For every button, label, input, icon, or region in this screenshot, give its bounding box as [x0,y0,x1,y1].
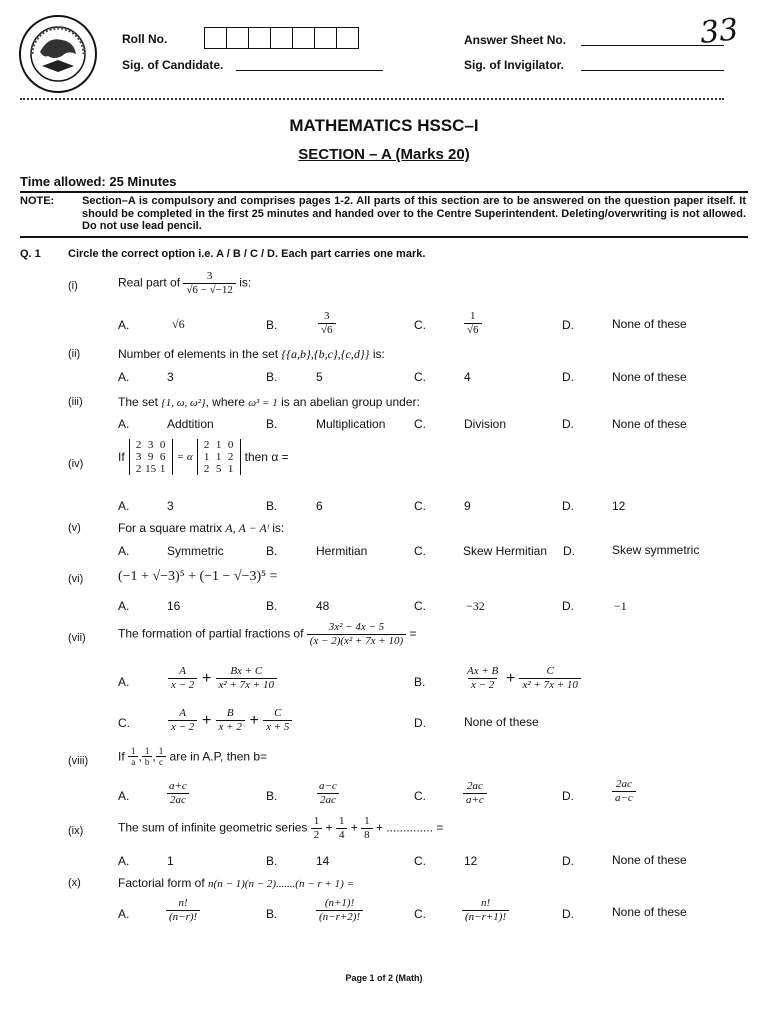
option-c[interactable]: $\frac{A}{x - 2}$ + $\frac{B}{x + 2}$ + $\frac{C}{x + 5}$ [168,708,292,733]
paper-title: MATHEMATICS HSSC–I [289,116,479,135]
answer-sheet-label: Answer Sheet No. [464,33,567,47]
option-b-letter: B. [266,854,278,868]
answer-sheet-number: 33 [698,12,740,51]
board-seal [18,14,98,94]
option-c[interactable]: −32 [466,599,485,613]
question-number: (v) [68,522,81,534]
option-c-letter: C. [414,499,426,513]
question-text [118,271,251,296]
option-d-letter: D. [562,318,574,332]
option-b-letter: B. [266,318,278,332]
option-d[interactable]: $\frac{2ac}{a-c}$ [612,779,636,804]
question-expression: (−1 + √−3)⁵ + (−1 − √−3)⁵ = [118,569,278,584]
option-a[interactable]: $\frac{A}{x - 2}$ + $\frac{Bx + C}{\text{x² + 7x + 10}}$ [168,666,277,691]
invigilator-signature-line[interactable] [581,70,724,71]
option-b[interactable]: 6 [316,499,323,513]
time-allowed: Time allowed: 25 Minutes [20,174,177,189]
option-b-letter: B. [266,499,278,513]
option-d-letter: D. [562,599,574,613]
option-b-letter: B. [266,907,278,921]
option-c-letter: C. [414,599,426,613]
option-c-letter: C. [414,318,426,332]
option-c-letter: C. [414,370,426,384]
option-a-letter: A. [118,599,130,613]
option-a[interactable]: 3 [167,370,174,384]
page-footer: Page 1 of 2 (Math) [345,973,423,983]
note-text: Section–A is compulsory and comprises pages 1-2. All parts of this section are to be answered on the question paper itself. It should be completed in the first 25 minutes and handed over to the Centre Superintendent. Deleting/overwriting is not allowed. Do not use lead pencil. [82,195,746,232]
option-b[interactable]: Multiplication [316,417,386,431]
option-a-letter: A. [118,318,130,332]
option-a[interactable]: √6 [172,317,185,331]
option-a-letter: A. [118,907,130,921]
question-number: (ii) [68,348,81,360]
determinant-right: 2 1 0 1 1 2 2 5 1 [197,439,241,475]
note-label: NOTE: [20,195,55,207]
option-d[interactable]: None of these [612,905,687,919]
candidate-signature-line[interactable] [236,70,383,71]
option-c[interactable]: $\frac{2ac}{a+c}$ [463,781,487,806]
option-b[interactable]: $\frac{(n+1)!}{(n-r+2)!}$ [316,898,363,923]
option-a-letter: A. [118,544,130,558]
option-d[interactable]: None of these [612,853,687,867]
option-c[interactable]: 12 [464,854,478,868]
option-a[interactable]: Symmetric [167,544,224,558]
question-text: If $\frac{1}{a}$ , $\frac{1}{b}$ , $\frac{1}{c}$ are in A.P, then b= [118,746,268,768]
option-c[interactable]: $\frac{1}{√6}$ [464,311,482,336]
option-d-letter: D. [562,907,574,921]
option-d-letter: D. [562,370,574,384]
fraction: $\frac{\text{3x² − 4x − 5}}{\text{(x − 2)(x² + 7x + 10)}}$ [307,622,406,647]
option-a-letter: A. [118,499,130,513]
option-c[interactable]: 9 [464,499,471,513]
option-d-letter: D. [562,499,574,513]
option-c-letter: C. [118,716,130,730]
option-c[interactable]: Division [464,417,507,431]
option-d[interactable]: −1 [614,599,627,613]
option-b[interactable]: 5 [316,370,323,384]
option-d-letter: D. [563,544,575,558]
question-number: (viii) [68,755,89,767]
option-a-letter: A. [118,789,130,803]
invigilator-signature-label: Sig. of Invigilator. [464,58,565,72]
option-d-letter: D. [562,854,574,868]
question-text: Number of elements in the set {{a,b},{b,c},{c,d}} is: [118,347,385,361]
option-c[interactable]: Skew Hermitian [463,544,548,558]
option-d[interactable]: Skew symmetric [612,543,700,557]
option-c-letter: C. [414,907,426,921]
option-d-letter: D. [562,789,574,803]
question-number: (i) [68,280,78,292]
option-a[interactable]: 16 [167,599,181,613]
q1-label: Q. 1 [20,248,41,260]
question-text: Factorial form of n(n − 1)(n − 2).......(n − r + 1) = [118,876,354,890]
option-c-letter: C. [414,417,426,431]
section-label: SECTION – A (Marks 20) [298,146,470,163]
option-b-letter: B. [266,544,278,558]
question-text: The sum of infinite geometric series $\frac{1}{2}$ + $\frac{1}{4}$ + $\frac{1}{8}$ + .............. = [118,815,444,841]
option-b-letter: B. [414,675,426,689]
section-title [0,146,768,164]
q1-instruction: Circle the correct option i.e. A / B / C / D. Each part carries one mark. [68,248,426,260]
option-b-letter: B. [266,370,278,384]
question-text: The set {1, ω, ω²}, where ω³ = 1 is an abelian group under: [118,395,420,409]
roll-no-boxes[interactable] [204,27,359,49]
determinant-left: 2 3 0 3 9 6 2 15 1 [129,439,173,475]
option-b[interactable]: 48 [316,599,330,613]
option-d-letter: D. [414,716,426,730]
option-b[interactable]: $\frac{Ax + B}{x - 2}$ + $\frac{C}{\text{x² + 7x + 10}}$ [464,666,581,691]
option-a-letter: A. [118,854,130,868]
option-c-letter: C. [414,854,426,868]
option-a-letter: A. [118,370,130,384]
option-d[interactable]: None of these [464,715,539,729]
question-number: (iii) [68,396,83,408]
option-b[interactable]: $\frac{3}{√6}$ [318,311,336,336]
option-d[interactable]: 12 [612,499,626,513]
option-c-letter: C. [414,789,426,803]
roll-no-label: Roll No. [122,32,168,46]
question-number: (iv) [68,458,84,470]
option-d[interactable]: None of these [612,417,687,431]
option-d-letter: D. [562,417,574,431]
question-text: The formation of partial fractions of $\frac{\text{3x² − 4x − 5}}{\text{(x − 2)(x² + 7x + 10)}}$ = [118,621,417,647]
option-b-letter: B. [266,417,278,431]
option-a-letter: A. [118,417,130,431]
question-number: (ix) [68,825,84,837]
option-b[interactable]: 14 [316,854,330,868]
question-number: (vii) [68,632,86,644]
option-a[interactable]: 1 [167,854,174,868]
note-divider-bottom [20,236,748,238]
candidate-signature-label: Sig. of Candidate. [122,58,224,72]
question-text: If 2 3 0 3 9 6 2 15 1 = α 2 1 0 1 1 2 2 5 1 then α = [118,439,289,475]
option-a-letter: A. [118,675,130,689]
time-divider-top [20,191,748,193]
question-text: For a square matrix A, A − Aᵗ is: [118,521,285,535]
option-b[interactable]: $\frac{a-c}{2ac}$ [316,781,340,806]
option-c[interactable]: $\frac{n!}{(n-r+1)!}$ [462,898,509,923]
option-a[interactable]: $\frac{n!}{(n-r)!}$ [166,898,200,923]
option-a[interactable]: $\frac{a+c}{2ac}$ [166,781,190,806]
option-b[interactable]: Hermitian [316,544,368,558]
question-prefix: Real part of [118,275,181,290]
option-c[interactable]: 4 [464,370,471,384]
option-b-letter: B. [266,789,278,803]
question-number: (x) [68,877,81,889]
option-c-letter: C. [414,544,426,558]
option-b-letter: B. [266,599,278,613]
question-number: (vi) [68,573,84,585]
header-dotted-divider [20,98,724,100]
option-d[interactable]: None of these [612,370,687,384]
option-a[interactable]: Addtition [167,417,214,431]
question-suffix: is: [239,275,252,290]
option-a[interactable]: 3 [167,499,174,513]
fraction: $\frac{3}{√6 - √-12}$ [183,271,235,296]
option-d[interactable]: None of these [612,317,687,331]
